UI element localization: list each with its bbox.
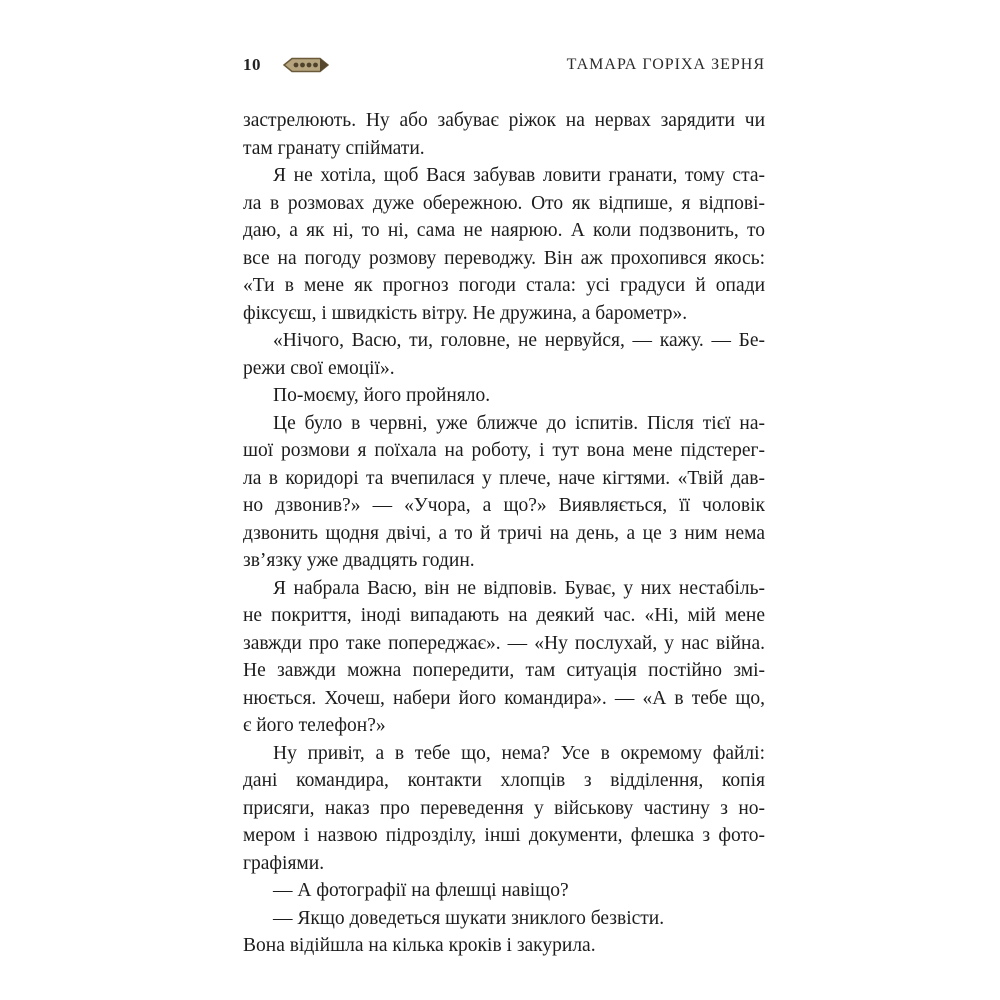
- text-line: дані командира, контакти хлопців з відділення, копія: [243, 770, 765, 791]
- text-line: мером і назвою підрозділу, інші документи, флешка з фото-: [243, 825, 765, 846]
- text-line: но дзвонив?» — «Учора, а що?» Виявляється, її чоловік: [243, 495, 765, 516]
- text-line: ла в розмовах дуже обережною. Ото як відпише, я відпові-: [243, 192, 765, 214]
- text-line: режи свої емоції».: [243, 357, 395, 379]
- text-line: «Ти в мене як прогноз погоди стала: усі градуси й опади: [243, 275, 765, 296]
- page-number: 10: [243, 55, 261, 74]
- fleuron-ornament-icon: [283, 57, 329, 73]
- page-header: [243, 53, 765, 77]
- text-line: нюється. Хочеш, набери його командира». — «А в тебе що,: [243, 687, 765, 709]
- text-line: все на погоду розмову переводжу. Він аж прохопився якось:: [243, 247, 765, 269]
- text-line: ла в коридорі та вчепилася у плече, наче кігтями. «Твій дав-: [243, 467, 765, 489]
- text-line: Я набрала Васю, він не відповів. Буває, у них нестабіль-: [273, 577, 765, 599]
- text-line: даю, а як ні, то ні, сама не наярюю. А коли подзвонить, то: [243, 220, 765, 241]
- text-line: присяги, наказ про переведення у військову частину з но-: [243, 797, 765, 819]
- text-line: там гранату спіймати.: [243, 137, 425, 159]
- text-line: фіксуєш, і швидкість вітру. Не дружина, а барометр».: [243, 302, 688, 324]
- running-head-author: ТАМАРА ГОРІХА ЗЕРНЯ: [566, 56, 765, 73]
- text-line: «Нічого, Васю, ти, головне, не нервуйся, — кажу. — Бе-: [273, 330, 765, 351]
- text-line: Це було в червні, уже ближче до іспитів. Після тієї на-: [273, 412, 765, 434]
- body-text: [243, 107, 765, 960]
- text-line: Не завжди можна попередити, там ситуація постійно змі-: [243, 660, 765, 681]
- text-line: є його телефон?»: [243, 715, 386, 736]
- text-line: графіями.: [243, 852, 325, 874]
- text-line: дзвонить щодня двічі, а то й тричі на день, а це з ним нема: [243, 522, 765, 544]
- text-line: не покриття, іноді випадають на деякий час. «Ні, мій мене: [243, 605, 765, 626]
- text-line: — А фотографії на флешці навіщо?: [273, 880, 569, 901]
- text-line: По-моєму, його пройняло.: [273, 385, 491, 406]
- text-line: шої розмови я поїхала на роботу, і тут вона мене підстерег-: [243, 440, 765, 461]
- text-line: завжди про таке попереджає». — «Ну послухай, у нас війна.: [243, 632, 765, 654]
- text-line: застрелюють. Ну або забуває ріжок на нервах зарядити чи: [243, 110, 765, 131]
- text-line: Я не хотіла, щоб Вася забував ловити гранати, тому ста-: [273, 165, 765, 186]
- text-line: Вона відійшла на кілька кроків і закурила.: [243, 935, 596, 956]
- text-line: зв’язку уже двадцять годин.: [243, 550, 475, 571]
- text-line: — Якщо доведеться шукати зниклого безвісти.: [273, 907, 665, 929]
- text-line: Ну привіт, а в тебе що, нема? Усе в окремому файлі:: [273, 742, 765, 764]
